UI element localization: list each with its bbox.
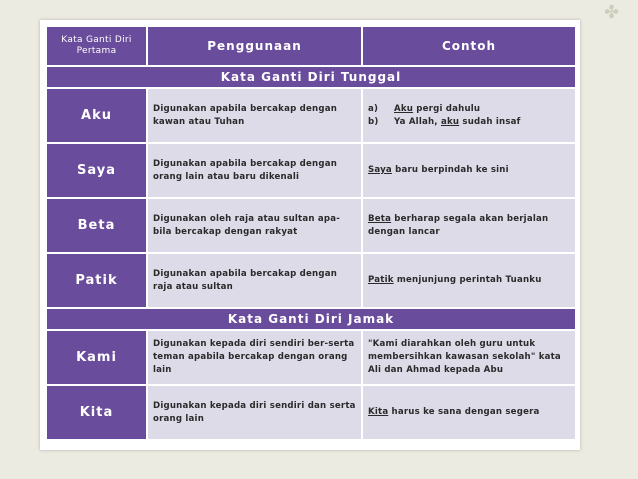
pronoun-cell: Kita (46, 385, 147, 440)
pronoun-table (45, 25, 577, 441)
table-row (46, 88, 576, 143)
pronoun-cell: Aku (46, 88, 147, 143)
table-row (46, 253, 576, 308)
pronoun-cell: Patik (46, 253, 147, 308)
section-title-plural: Kata Ganti Diri Jamak (46, 308, 576, 330)
slide (40, 20, 580, 450)
header-usage: Penggunaan (147, 26, 362, 66)
table-row (46, 198, 576, 253)
table-row (46, 330, 576, 385)
section-row (46, 308, 576, 330)
usage-cell: Digunakan kepada diri sendiri ber-serta teman apabila bercakap dengan orang lain (147, 330, 362, 385)
example-cell: Beta berharap segala akan berjalan dengan lancar (362, 198, 576, 253)
header-row (46, 26, 576, 66)
pronoun-cell: Kami (46, 330, 147, 385)
usage-cell: Digunakan apabila bercakap dengan raja atau sultan (147, 253, 362, 308)
pronoun-cell: Saya (46, 143, 147, 198)
example-cell (362, 88, 576, 143)
table-row (46, 143, 576, 198)
usage-cell: Digunakan kepada diri sendiri dan serta orang lain (147, 385, 362, 440)
section-title-singular: Kata Ganti Diri Tunggal (46, 66, 576, 88)
pronoun-cell: Beta (46, 198, 147, 253)
decorative-corner-icon: ✤ (604, 2, 620, 23)
example-cell: Patik menjunjung perintah Tuanku (362, 253, 576, 308)
section-row (46, 66, 576, 88)
header-example: Contoh (362, 26, 576, 66)
example-line: b) Ya Allah, aku sudah insaf (368, 116, 521, 127)
usage-cell: Digunakan apabila bercakap dengan orang lain atau baru dikenali (147, 143, 362, 198)
example-cell: "Kami diarahkan oleh guru untuk membersihkan kawasan sekolah" kata Ali dan Ahmad kepada Abu (362, 330, 576, 385)
example-cell: Saya baru berpindah ke sini (362, 143, 576, 198)
example-cell: Kita harus ke sana dengan segera (362, 385, 576, 440)
usage-cell: Digunakan oleh raja atau sultan apa-bila bercakap dengan rakyat (147, 198, 362, 253)
header-pronoun: Kata Ganti Diri Pertama (46, 26, 147, 66)
usage-cell: Digunakan apabila bercakap dengan kawan atau Tuhan (147, 88, 362, 143)
table-row (46, 385, 576, 440)
example-line: a) Aku pergi dahulu (368, 103, 481, 114)
